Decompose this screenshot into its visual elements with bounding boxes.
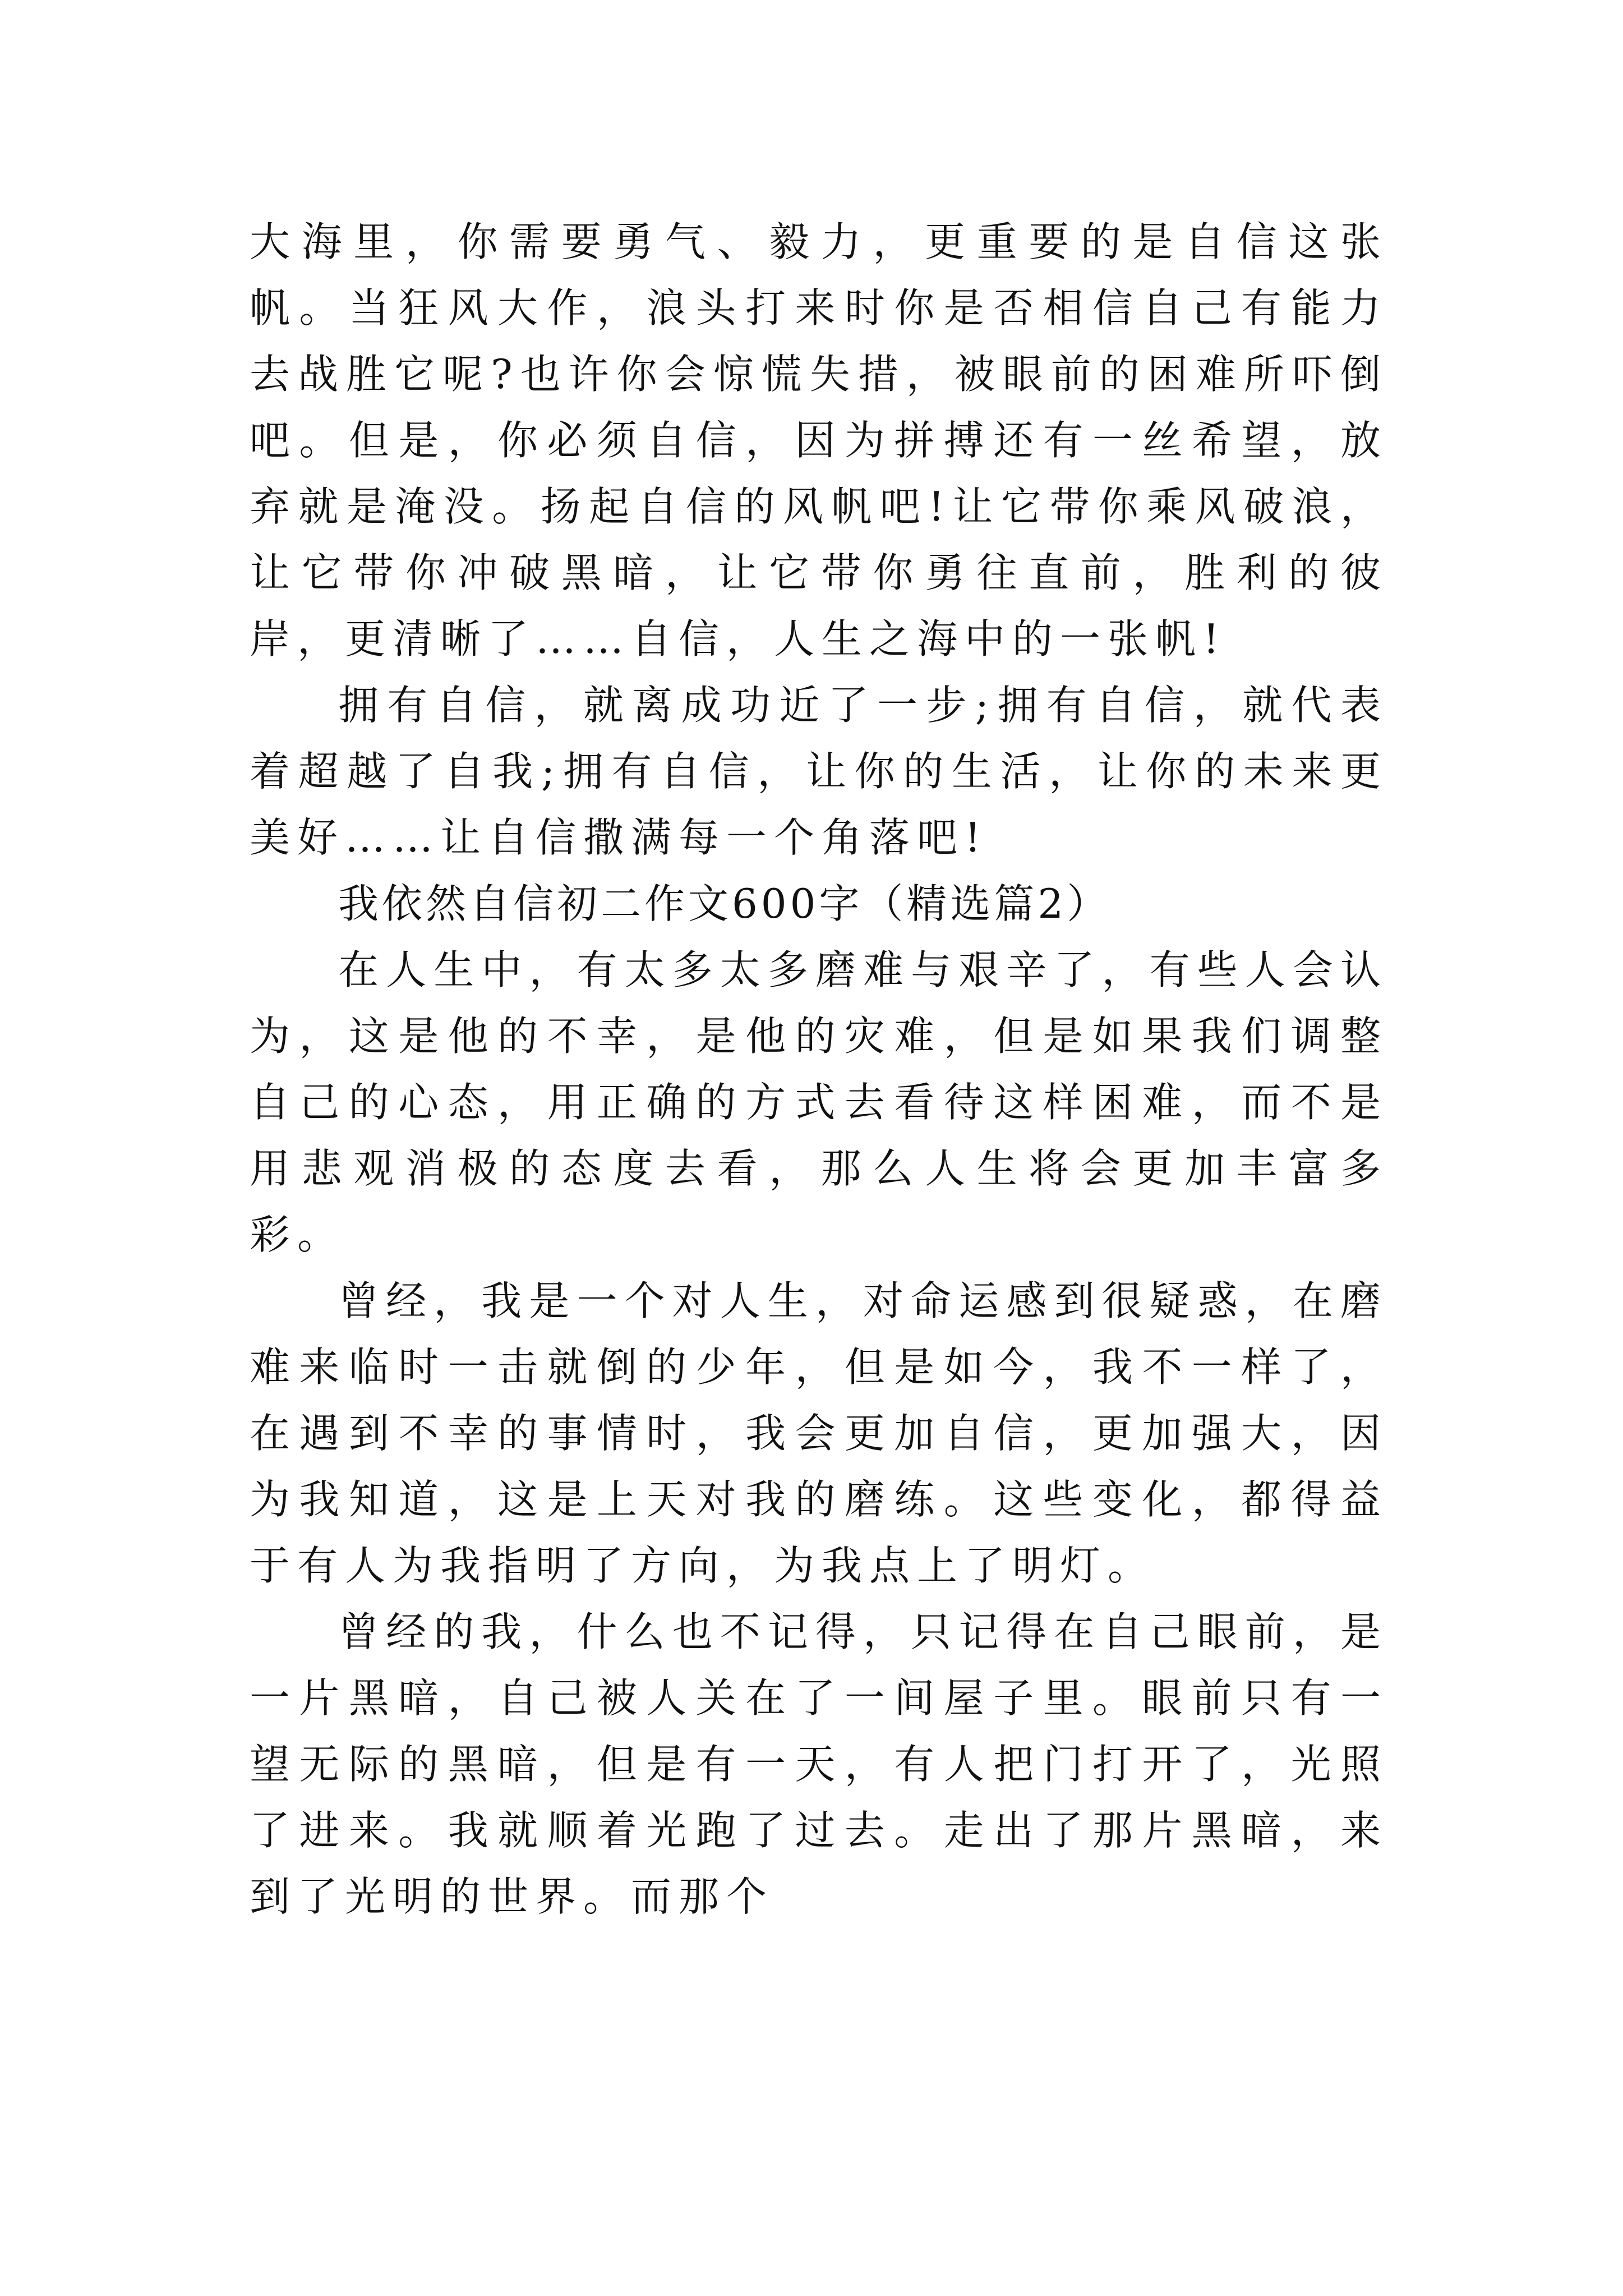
paragraph: 拥有自信，就离成功近了一步;拥有自信，就代表着超越了自我;拥有自信，让你的生活，让你的未来更美好……让自信撒满每一个角落吧! [250, 682, 1388, 861]
paragraph: 曾经的我，什么也不记得，只记得在自己眼前，是一片黑暗，自己被人关在了一间屋子里。眼前只有一望无际的黑暗，但是有一天，有人把门打开了，光照了进来。我就顺着光跑了过去。走出了那片黑暗，来到了光明的世界。而那个 [250, 1608, 1388, 1920]
paragraph-continuation: 大海里，你需要勇气、毅力，更重要的是自信这张帆。当狂风大作，浪头打来时你是否相信自己有能力去战胜它呢?也许你会惊慌失措，被眼前的困难所吓倒吧。但是，你必须自信，因为拼搏还有一丝希望，放弃就是淹没。扬起自信的风帆吧!让它带你乘风破浪，让它带你冲破黑暗，让它带你勇往直前，胜利的彼岸，更清晰了……自信，人生之海中的一张帆! [250, 218, 1388, 662]
section-heading: 我依然自信初二作文600字（精选篇2） [338, 880, 1111, 927]
paragraph: 曾经，我是一个对人生，对命运感到很疑惑，在磨难来临时一击就倒的少年，但是如今，我不一样了，在遇到不幸的事情时，我会更加自信，更加强大，因为我知道，这是上天对我的磨练。这些变化，都得益于有人为我指明了方向，为我点上了明灯。 [250, 1277, 1388, 1589]
paragraph: 在人生中，有太多太多磨难与艰辛了，有些人会认为，这是他的不幸，是他的灾难，但是如果我们调整自己的心态，用正确的方式去看待这样困难，而不是用悲观消极的态度去看，那么人生将会更加丰富多彩。 [250, 946, 1388, 1258]
document-body [250, 209, 1388, 1930]
